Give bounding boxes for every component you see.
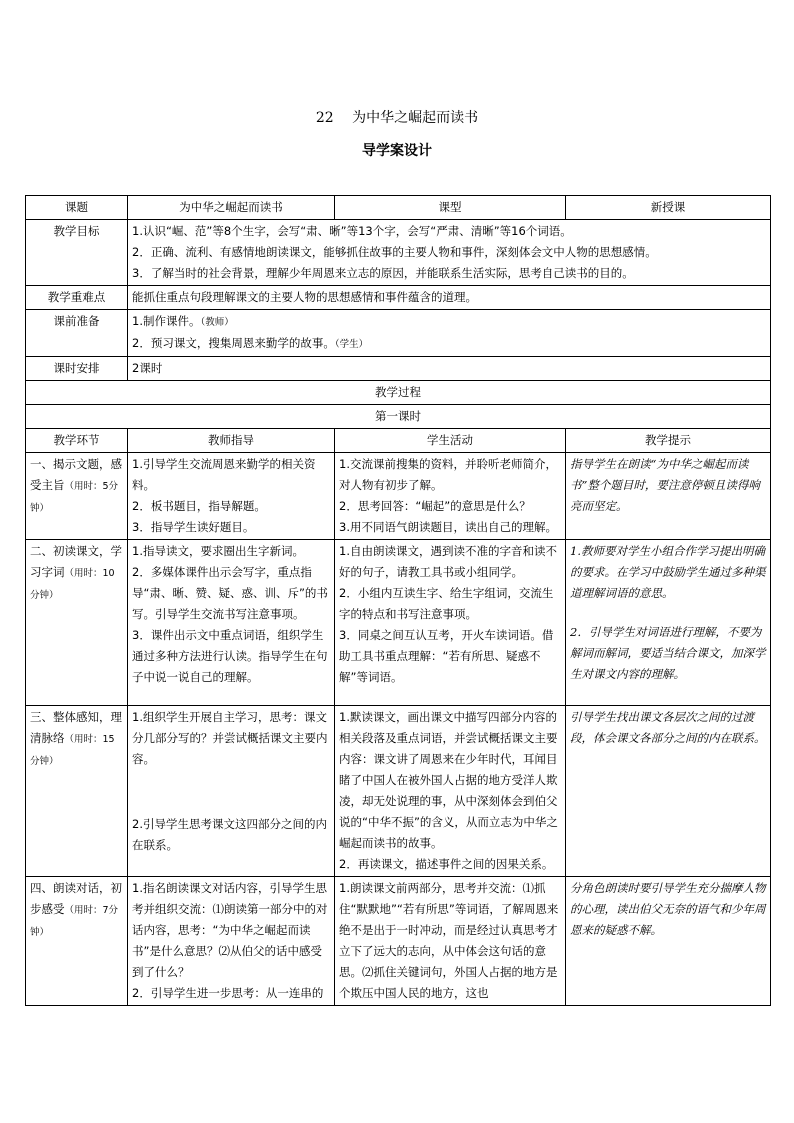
stage-time: （用时：10分钟） [30,568,115,601]
goal-2: 2．正确、流利、有感情地朗读课文，能够抓住故事的主要人物和事件，深刻体会文中人物的思想感情。 [132,245,657,259]
hours-label: 课时安排 [26,357,128,381]
prep-note-1: （教师） [200,317,234,328]
process-row [26,381,771,405]
type-label: 课型 [335,196,566,220]
lesson-title: 22 为中华之崛起而读书 [315,110,479,126]
column-header-row [26,429,771,453]
step-row [26,540,771,706]
stage-name: 三、整体感知，理清脉络 [30,710,122,745]
teacher-cell [128,706,335,877]
stage-name: 一、揭示文题，感受主旨 [30,457,122,492]
prep-row [26,310,771,357]
topic-value: 为中华之崛起而读书 [128,196,335,220]
student-cell [335,453,566,540]
teacher-item: 1.指导读文，要求圈出生字新词。 [132,544,304,558]
topic-row [26,196,771,220]
teacher-cell [128,453,335,540]
stage-time: （用时：5分钟） [30,481,119,514]
tip-item: 指导学生在朗读“为中华之崛起而读书”整个题目时，要注意停顿且读得响亮而坚定。 [570,457,760,513]
tip-item: 2．引导学生对词语进行理解，不要为解词而解词，要适当结合课文，加深学生对课文内容的理解。 [570,625,766,681]
prep-label: 课前准备 [26,310,128,357]
stage-cell [26,453,128,540]
tip-cell [566,877,771,1006]
student-item: 3.用不同语气朗读题目，读出自己的理解。 [339,520,557,534]
student-item: 1.默读课文，画出课文中描写四部分内容的相关段落及重点词语，并尝试概括课文主要内容：课文讲了周恩来在少年时代，耳闻目睹了中国人在被外国人占据的地方受洋人欺凌，却无处说理的事，从中深刻体会到伯父说的“中华不振”的含义，从而立志为中华之崛起而读书的故事。 [339,710,558,850]
key-row [26,286,771,310]
step-row [26,706,771,877]
topic-label: 课题 [26,196,128,220]
student-cell [335,706,566,877]
student-item: 3．同桌之间互认互考，开火车读词语。借助工具书重点理解：“若有所思、疑惑不解”等词语。 [339,628,554,684]
student-item: 2．再读课文，描述事件之间的因果关系。 [339,857,554,871]
student-cell [335,877,566,1006]
stage-time: （用时：7分钟） [30,905,119,938]
prep-cell [128,310,771,357]
student-item: 1.交流课前搜集的资料，并聆听老师简介，对人物有初步了解。 [339,457,557,492]
goal-1: 1.认识“崛、范”等8个生字，会写“肃、晰”等13个字，会写“严肃、清晰”等16个词语。 [132,224,572,238]
period-label: 第一课时 [26,405,771,429]
tip-item: 1.教师要对学生小组合作学习提出明确的要求。在学习中鼓励学生通过多种渠道理解词语的意思。 [570,544,766,600]
goals-row [26,220,771,286]
lesson-plan-table [25,195,771,1006]
teacher-cell [128,540,335,706]
student-item: 1.自由朗读课文，遇到读不准的字音和读不好的句子，请教工具书或小组同学。 [339,544,557,579]
teacher-item: 3．指导学生读好题目。 [132,520,255,534]
teacher-item: 3．课件出示文中重点词语，组织学生通过多种方法进行认读。指导学生在句子中说一说自己的理解。 [132,628,328,684]
process-label: 教学过程 [26,381,771,405]
tip-cell [566,453,771,540]
key-label: 教学重难点 [26,286,128,310]
goal-3: 3．了解当时的社会背景，理解少年周恩来立志的原因，并能联系生活实际，思考自己读书的目的。 [132,266,634,280]
hours-row [26,357,771,381]
stage-name: 四、朗读对话，初步感受 [30,881,122,916]
goals-label: 教学目标 [26,220,128,286]
student-item: 2．思考回答：“崛起”的意思是什么？ [339,499,531,513]
col-teacher: 教师指导 [128,429,335,453]
step-row [26,453,771,540]
stage-name: 二、初读课文，学习字词 [30,544,122,579]
prep-item-1: 1.制作课件。 [132,314,201,328]
col-student: 学生活动 [335,429,566,453]
stage-time: （用时：15分钟） [30,734,115,767]
teacher-item: 1.指名朗读课文对话内容，引导学生思考并组织交流：⑴朗读第一部分中的对话内容，思考：“为中华之崛起而读书”是什么意思？⑵从伯父的话中感受到了什么？ [132,881,328,979]
step-row [26,877,771,1006]
student-cell [335,540,566,706]
prep-note-2: （学生） [334,339,369,350]
teacher-item: 2．板书题目，指导解题。 [132,499,266,513]
type-value: 新授课 [566,196,771,220]
col-stage: 教学环节 [26,429,128,453]
hours-value: 2课时 [128,357,771,381]
stage-cell [26,540,128,706]
period-row [26,405,771,429]
student-item: 2．小组内互读生字、给生字组词，交流生字的特点和书写注意事项。 [339,586,554,621]
stage-cell [26,877,128,1006]
tip-item: 分角色朗读时要引导学生充分揣摩人物的心理，读出伯父无奈的语气和少年周恩来的疑惑不解。 [570,881,766,937]
teacher-item: 2.引导学生思考课文这四部分之间的内在联系。 [132,817,327,852]
teacher-item: 1.组织学生开展自主学习，思考：课文分几部分写的？并尝试概括课文主要内容。 [132,710,328,766]
key-value: 能抓住重点句段理解课文的主要人物的思想感情和事件蕴含的道理。 [128,286,771,310]
tip-cell [566,706,771,877]
tip-cell [566,540,771,706]
teacher-cell [128,877,335,1006]
teacher-item: 1.引导学生交流周恩来勤学的相关资料。 [132,457,316,492]
tip-item: 引导学生找出课文各层次之间的过渡段，体会课文各部分之间的内在联系。 [570,710,766,745]
teacher-item: 2．多媒体课件出示会写字，重点指导“肃、晰、赞、疑、惑、训、斥”的书写。引导学生交流书写注意事项。 [132,565,328,621]
lesson-subtitle: 导学案设计 [362,143,432,159]
col-tip: 教学提示 [566,429,771,453]
goals-cell [128,220,771,286]
student-item: 1.朗读课文前两部分，思考并交流：⑴抓住“默默地”“若有所思”等词语，了解周恩来绝不是出于一时冲动，而是经过认真思考才立下了远大的志向，从中体会这句话的意思。⑵抓住关键词句，外国人占据的地方是个欺压中国人民的地方，这也 [339,881,559,1000]
stage-cell [26,706,128,877]
teacher-item: 2．引导学生进一步思考：从一连串的 [132,986,324,1000]
prep-item-2: 2．预习课文，搜集周恩来勤学的故事。 [132,336,335,350]
